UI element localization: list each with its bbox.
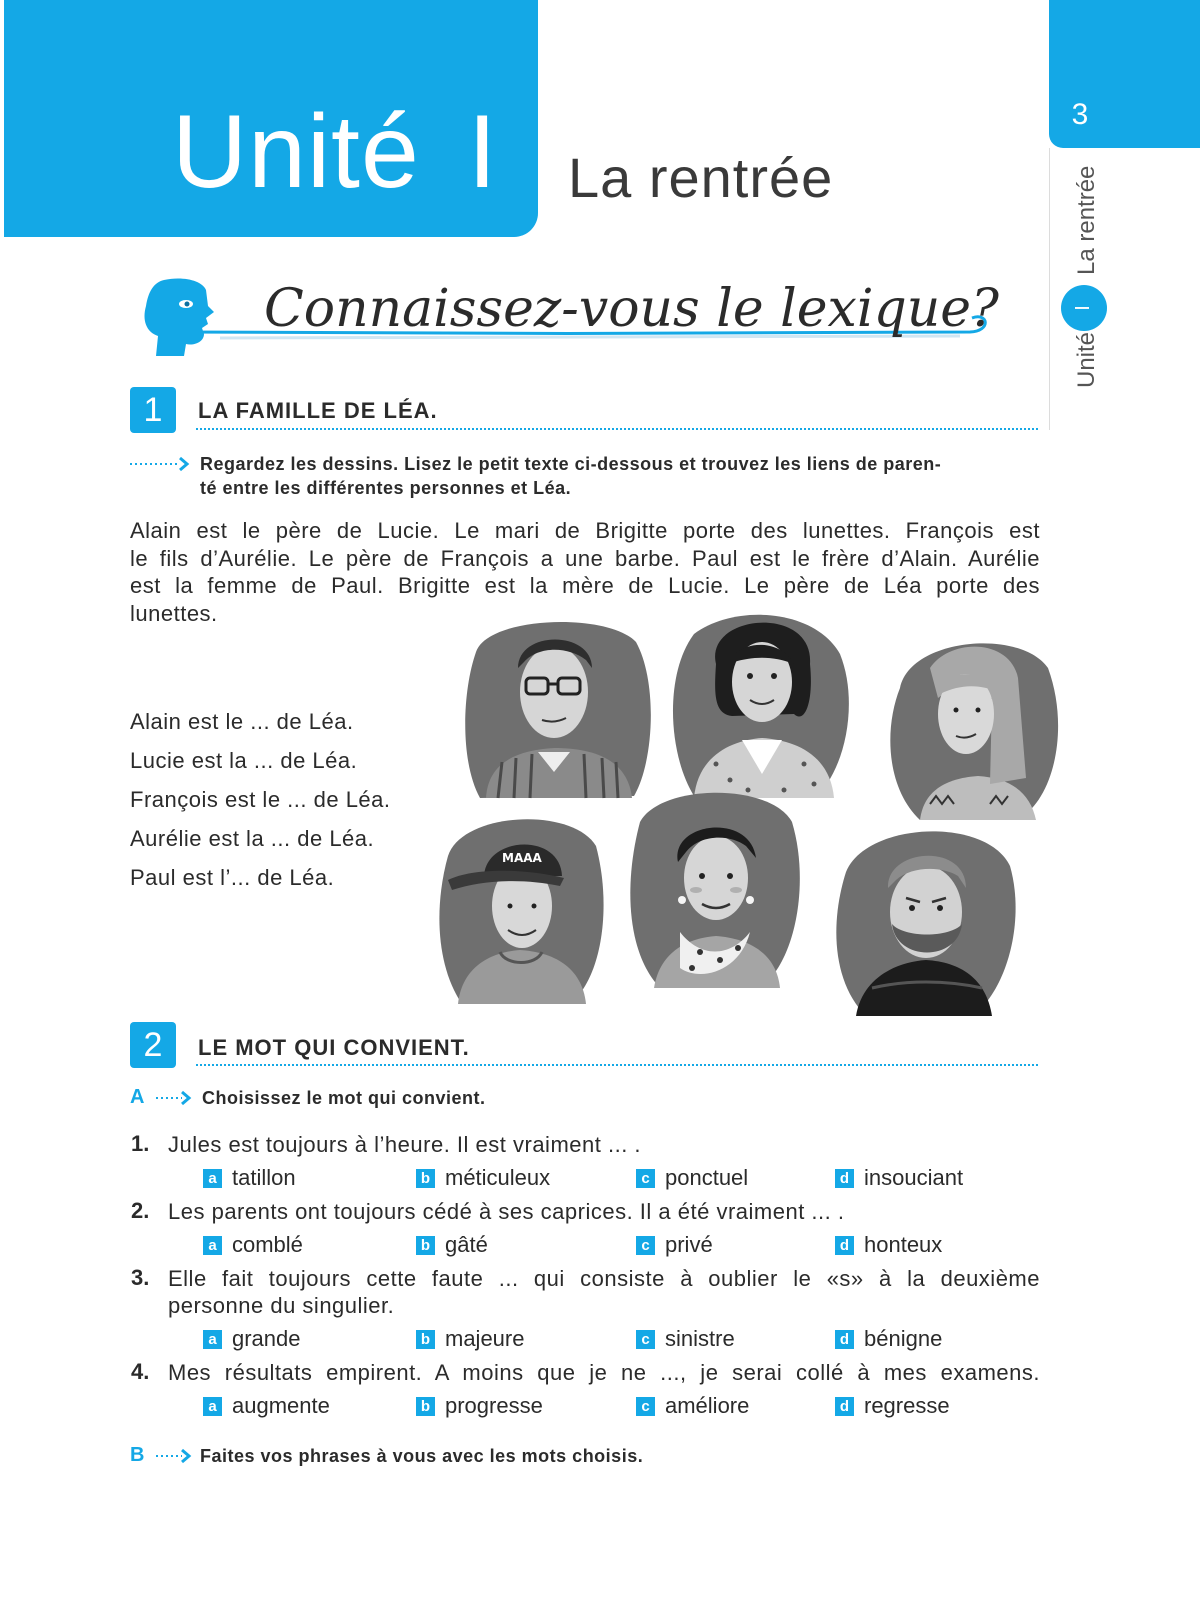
option-label: progresse bbox=[445, 1393, 543, 1418]
lexique-heading: Connaissez-vous le lexique? bbox=[264, 279, 999, 339]
option-badge: b bbox=[416, 1397, 435, 1416]
option-label: sinistre bbox=[665, 1326, 735, 1351]
sentence-alain: Alain est le ... de Léa. bbox=[130, 709, 354, 734]
option-2d[interactable] bbox=[835, 1232, 942, 1258]
family-text-line-2: le fils d’Aurélie. Le père de François a une barbe. Paul est le frère d’Alain. Aurélie bbox=[130, 545, 1040, 571]
instruction-arrow-icon bbox=[130, 456, 192, 472]
part-b-letter: B bbox=[130, 1444, 145, 1466]
option-badge: a bbox=[203, 1397, 222, 1416]
sentence-paul: Paul est l’... de Léa. bbox=[130, 865, 335, 890]
family-text-line-4: lunettes. bbox=[130, 600, 218, 626]
option-3b[interactable] bbox=[416, 1326, 524, 1352]
question-3-text-line1: Elle fait toujours cette faute ... qui consiste à oublier le «s» à la deuxième bbox=[168, 1266, 1040, 1291]
option-4b[interactable] bbox=[416, 1393, 543, 1419]
portrait-woman-short-hair bbox=[620, 782, 806, 992]
option-badge: b bbox=[416, 1330, 435, 1349]
option-label: grande bbox=[232, 1326, 301, 1351]
option-3c[interactable] bbox=[636, 1326, 735, 1352]
side-section-word: La rentrée bbox=[1073, 165, 1100, 275]
option-badge: a bbox=[203, 1169, 222, 1188]
option-badge: a bbox=[203, 1330, 222, 1349]
question-3-text-line2: personne du singulier. bbox=[168, 1293, 395, 1318]
sentence-aurelie: Aurélie est la ... de Léa. bbox=[130, 826, 375, 851]
part-b-instruction: Faites vos phrases à vous avec les mots choisis. bbox=[200, 1446, 644, 1466]
portrait-boy-cap bbox=[432, 806, 608, 1006]
section-2-title: LE MOT QUI CONVIENT. bbox=[198, 1035, 470, 1060]
portrait-girl-long-hair bbox=[880, 628, 1064, 824]
question-3-number: 3. bbox=[131, 1265, 150, 1290]
option-label: insouciant bbox=[864, 1165, 964, 1190]
unit-title bbox=[172, 94, 498, 210]
part-a-letter: A bbox=[130, 1086, 145, 1108]
option-1c[interactable] bbox=[636, 1165, 748, 1191]
option-badge: c bbox=[636, 1236, 655, 1255]
part-a-arrow-icon bbox=[156, 1090, 192, 1106]
question-4-text: Mes résultats empirent. A moins que je ne ..., je serai collé à mes examens. bbox=[168, 1360, 1040, 1385]
side-divider bbox=[1049, 148, 1050, 430]
side-unit-word: Unité bbox=[1073, 331, 1100, 388]
option-4a[interactable] bbox=[203, 1393, 330, 1419]
cap-logo-text: MAAA bbox=[502, 851, 542, 865]
option-1b[interactable] bbox=[416, 1165, 550, 1191]
option-1a[interactable] bbox=[203, 1165, 296, 1191]
option-badge: c bbox=[636, 1397, 655, 1416]
portrait-man-glasses bbox=[458, 612, 658, 804]
question-1-text: Jules est toujours à l’heure. Il est vraiment ... . bbox=[168, 1132, 642, 1157]
option-badge: d bbox=[835, 1169, 854, 1188]
option-label: bénigne bbox=[864, 1326, 943, 1351]
question-1-number: 1. bbox=[131, 1131, 150, 1156]
option-label: honteux bbox=[864, 1232, 943, 1257]
option-label: privé bbox=[665, 1232, 713, 1257]
option-3a[interactable] bbox=[203, 1326, 301, 1352]
question-4-number: 4. bbox=[131, 1359, 150, 1384]
option-label: tatillon bbox=[232, 1165, 296, 1190]
portrait-woman-curly bbox=[664, 604, 860, 800]
option-4d[interactable] bbox=[835, 1393, 950, 1419]
family-text-line-1: Alain est le père de Lucie. Le mari de Brigitte porte des lunettes. François est bbox=[130, 518, 1040, 543]
option-2b[interactable] bbox=[416, 1232, 488, 1258]
option-2c[interactable] bbox=[636, 1232, 713, 1258]
section-2-number: 2 bbox=[130, 1022, 176, 1068]
section-2-rule bbox=[196, 1064, 1038, 1066]
unit-label: Unité bbox=[172, 94, 420, 210]
option-label: regresse bbox=[864, 1393, 950, 1418]
page-number: 3 bbox=[1071, 98, 1089, 131]
option-badge: c bbox=[636, 1169, 655, 1188]
option-label: méticuleux bbox=[445, 1165, 551, 1190]
option-badge: a bbox=[203, 1236, 222, 1255]
section-1-title: LA FAMILLE DE LÉA. bbox=[198, 398, 438, 423]
section-1-instruction-line2: té entre les différentes personnes et Léa. bbox=[200, 478, 572, 498]
question-2-number: 2. bbox=[131, 1198, 150, 1223]
option-badge: d bbox=[835, 1236, 854, 1255]
portrait-man-beard bbox=[826, 812, 1022, 1018]
option-badge: d bbox=[835, 1330, 854, 1349]
option-badge: b bbox=[416, 1169, 435, 1188]
part-a-instruction: Choisissez le mot qui convient. bbox=[202, 1088, 486, 1108]
option-3d[interactable] bbox=[835, 1326, 942, 1352]
option-1d[interactable] bbox=[835, 1165, 963, 1191]
option-label: améliore bbox=[665, 1393, 750, 1418]
section-1-rule bbox=[196, 428, 1038, 430]
option-badge: c bbox=[636, 1330, 655, 1349]
option-2a[interactable] bbox=[203, 1232, 303, 1258]
sentence-lucie: Lucie est la ... de Léa. bbox=[130, 748, 358, 773]
option-label: comblé bbox=[232, 1232, 303, 1257]
family-text-line-3: est la femme de Paul. Brigitte est la mère de Lucie. Le père de Léa porte des bbox=[130, 573, 1040, 598]
option-badge: d bbox=[835, 1397, 854, 1416]
section-1-instruction-line1: Regardez les dessins. Lisez le petit texte ci-dessous et trouvez les liens de paren- bbox=[200, 454, 942, 474]
option-badge: b bbox=[416, 1236, 435, 1255]
section-1-number: 1 bbox=[130, 387, 176, 433]
option-label: ponctuel bbox=[665, 1165, 749, 1190]
option-label: gâté bbox=[445, 1232, 488, 1257]
option-label: augmente bbox=[232, 1393, 330, 1418]
sentence-francois: François est le ... de Léa. bbox=[130, 787, 391, 812]
option-label: majeure bbox=[445, 1326, 525, 1351]
side-running-head bbox=[1065, 165, 1105, 388]
unit-subtitle: La rentrée bbox=[568, 146, 834, 209]
option-4c[interactable] bbox=[636, 1393, 749, 1419]
unit-number: I bbox=[467, 94, 498, 210]
question-2-text: Les parents ont toujours cédé à ses caprices. Il a été vraiment ... . bbox=[168, 1199, 845, 1224]
part-b-arrow-icon bbox=[156, 1448, 192, 1464]
side-unit-circle: I bbox=[1061, 285, 1107, 331]
